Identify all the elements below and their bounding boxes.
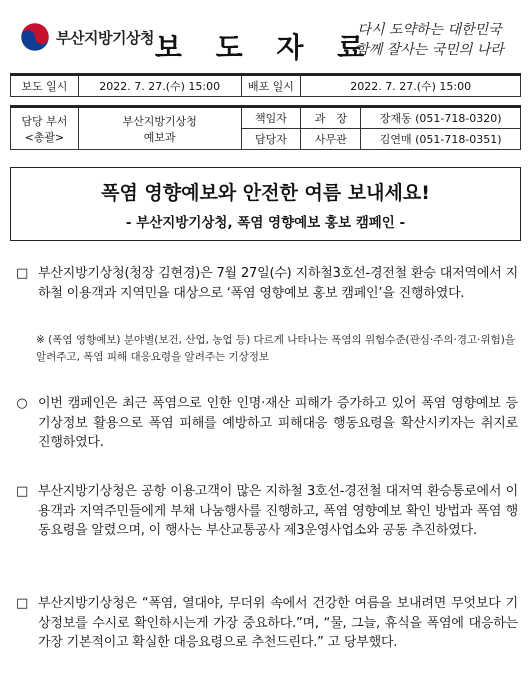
slogan-line-1: 다시 도약하는 대한민국	[357, 22, 502, 38]
dept: 부산지방기상청 예보과	[78, 107, 241, 150]
paragraph-text: 부산지방기상청은 “폭염, 열대야, 무더위 속에서 건강한 여름을 보내려면 무엇보다 기상정보를 수시로 확인하시는게 가장 중요하다.”며, “물, 그늘, 휴식을 폭염에 대응하는 가장 기본적이고 확실한 대응요령으로 추천드린다.” 고 당부했다.	[38, 596, 518, 650]
paragraph-4	[14, 594, 518, 653]
report-date-label: 보도 일시	[11, 75, 79, 97]
square-bullet-icon: □	[15, 596, 29, 611]
press-release-title: 보 도 자 료	[154, 31, 377, 64]
square-bullet-icon: □	[15, 266, 29, 281]
info-table	[10, 73, 521, 150]
square-bullet-icon: □	[15, 484, 29, 499]
report-date: 2022. 7. 27.(수) 15:00	[78, 75, 241, 97]
staff-label: 담당자	[241, 129, 301, 150]
subheadline: - 부산지방기상청, 폭염 영향예보 홍보 캠페인 -	[125, 215, 406, 231]
dist-date: 2022. 7. 27.(수) 15:00	[301, 75, 521, 97]
paragraph-2	[14, 394, 518, 453]
dept-label: 담당 부서 <총괄>	[11, 107, 79, 150]
footnote: ※ (폭염 영향예보) 분야별(보건, 산업, 농업 등) 다르게 나타나는 폭염의 위험수준(관심·주의·경고·위험)을 알려주고, 폭염 피해 대응요령을 알려주는 기상정보	[36, 334, 516, 363]
paragraph-3	[14, 482, 518, 541]
resp-person: 장재동 (051-718-0320)	[361, 107, 521, 129]
resp-label: 책임자	[241, 107, 301, 129]
slogan	[342, 20, 517, 60]
dist-date-label: 배포 일시	[241, 75, 301, 97]
resp-title: 과 장	[301, 107, 361, 129]
headline: 폭염 영향예보와 안전한 여름 보내세요!	[101, 182, 430, 204]
staff-title: 사무관	[301, 129, 361, 150]
headline-box	[10, 167, 521, 241]
circle-bullet-icon: ○	[16, 396, 28, 411]
slogan-line-2: 함께 잘사는 국민의 나라	[355, 42, 504, 58]
paragraph-text: 이번 캠페인은 최근 폭염으로 인한 인명·재산 피해가 증가하고 있어 폭염 영향예보 등 기상정보 활용으로 폭염 피해를 예방하고 피해대응 행동요령을 확산시키자는 취지로 진행하였다.	[38, 396, 518, 450]
paragraph-text: 부산지방기상청은 공항 이용고객이 많은 지하철 3호선-경전철 대저역 환승통로에서 이용객과 지역주민들에게 부채 나눔행사를 진행하고, 폭염 영향예보 확인 방법과 폭염 행동요령을 알렸으며, 이 행사는 부산교통공사 제3운영사업소와 공동 추진하였다.	[38, 484, 518, 538]
agency-name: 부산지방기상청	[56, 28, 154, 47]
staff-person: 김연매 (051-718-0351)	[361, 129, 521, 150]
paragraph-text: 부산지방기상청(청장 김현경)은 7월 27일(수) 지하철3호선-경전철 환승 대저역에서 지하철 이용객과 지역민을 대상으로 ‘폭염 영향예보 홍보 캠페인’을 진행하였다.	[38, 266, 518, 301]
paragraph-1	[14, 264, 518, 303]
